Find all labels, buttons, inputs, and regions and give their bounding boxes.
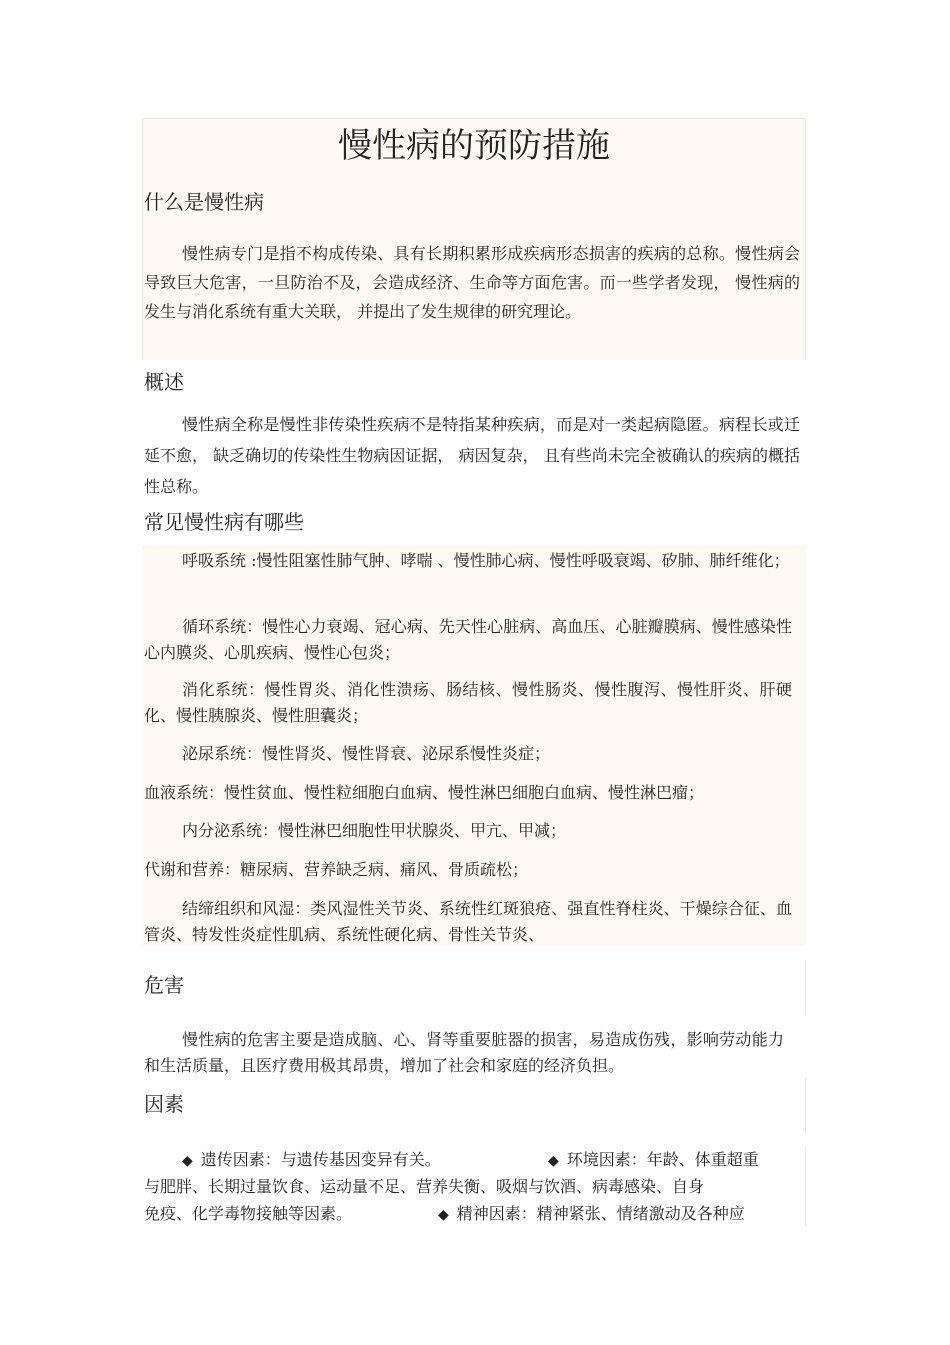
section-heading-overview: 概述 bbox=[144, 370, 184, 394]
factor-line-1: ◆ 遗传因素：与遗传基因变异有关。 bbox=[182, 1150, 441, 1169]
section-body-harm: 慢性病的危害主要是造成脑、心、肾等重要脏器的损害，易造成伤残，影响劳动能力和生活质量，且医疗费用极其昂贵，增加了社会和家庭的经济负担。 bbox=[144, 1030, 784, 1075]
factor-line-2: 与肥胖、长期过量饮食、运动量不足、营养失衡、吸烟与饮酒、病毒感染、自身 bbox=[144, 1177, 705, 1196]
section-heading-factors: 因素 bbox=[144, 1092, 184, 1116]
section-factors-panel bbox=[142, 1078, 806, 1133]
section-body-what: 慢性病专门是指不构成传染、具有长期积累形成疾病形态损害的疾病的总称。慢性病会导致巨大危害，一旦防治不及，会造成经济、生命等方面危害。而一些学者发现， 慢性病的发生与消化系统有重大关联， 并提出了发生规律的研究理论。 bbox=[144, 244, 800, 321]
list-item: 呼吸系统 :慢性阻塞性肺气肿、哮喘 、慢性肺心病、慢性呼吸衰竭、矽肺、肺纤维化； bbox=[182, 551, 790, 570]
list-item: 代谢和营养：糖尿病、营养缺乏病、痛风、骨质疏松； bbox=[144, 860, 529, 879]
diamond-bullet-icon: ◆ bbox=[438, 1207, 449, 1223]
page-title: 慢性病的预防措施 bbox=[142, 118, 806, 180]
factor-line-1b: ◆ 环境因素：年龄、体重超重 bbox=[548, 1150, 759, 1169]
document-page bbox=[142, 118, 806, 1228]
list-item: 循环系统：慢性心力衰竭、冠心病、先天性心脏病、高血压、心脏瓣膜病、慢性感染性心内膜炎、心肌疾病、慢性心包炎； bbox=[144, 617, 792, 662]
section-heading-harm: 危害 bbox=[144, 973, 184, 997]
factor-line-3b: ◆ 精神因素：精神紧张、情绪激动及各种应 bbox=[438, 1204, 745, 1223]
section-harm-panel bbox=[142, 960, 806, 1015]
section-heading-what: 什么是慢性病 bbox=[144, 190, 264, 214]
diamond-bullet-icon: ◆ bbox=[182, 1153, 193, 1169]
list-item: 消化系统：慢性胃炎、消化性溃疡、肠结核、慢性肠炎、慢性腹泻、慢性肝炎、肝硬化、慢性胰腺炎、慢性胆囊炎； bbox=[144, 680, 792, 725]
factor-line-3: 免疫、化学毒物接触等因素。 bbox=[144, 1204, 353, 1223]
list-item: 泌尿系统：慢性肾炎、慢性肾衰、泌尿系慢性炎症； bbox=[182, 744, 551, 763]
list-item: 结缔组织和风湿：类风湿性关节炎、系统性红斑狼疮、强直性脊柱炎、干燥综合征、血管炎、特发性炎症性肌病、系统性硬化病、骨性关节炎、 bbox=[144, 899, 792, 944]
diamond-bullet-icon: ◆ bbox=[548, 1153, 559, 1169]
list-item: 血液系统：慢性贫血、慢性粒细胞白血病、慢性淋巴细胞白血病、慢性淋巴瘤； bbox=[144, 783, 705, 802]
section-heading-common: 常见慢性病有哪些 bbox=[144, 510, 304, 534]
list-item: 内分泌系统：慢性淋巴细胞性甲状腺炎、甲亢、甲减； bbox=[182, 821, 567, 840]
section-body-overview: 慢性病全称是慢性非传染性疾病不是特指某种疾病，而是对一类起病隐匿。病程长或迁延不愈， 缺乏确切的传染性生物病因证据， 病因复杂， 且有些尚未完全被确认的疾病的概括性总称。 bbox=[144, 415, 800, 496]
